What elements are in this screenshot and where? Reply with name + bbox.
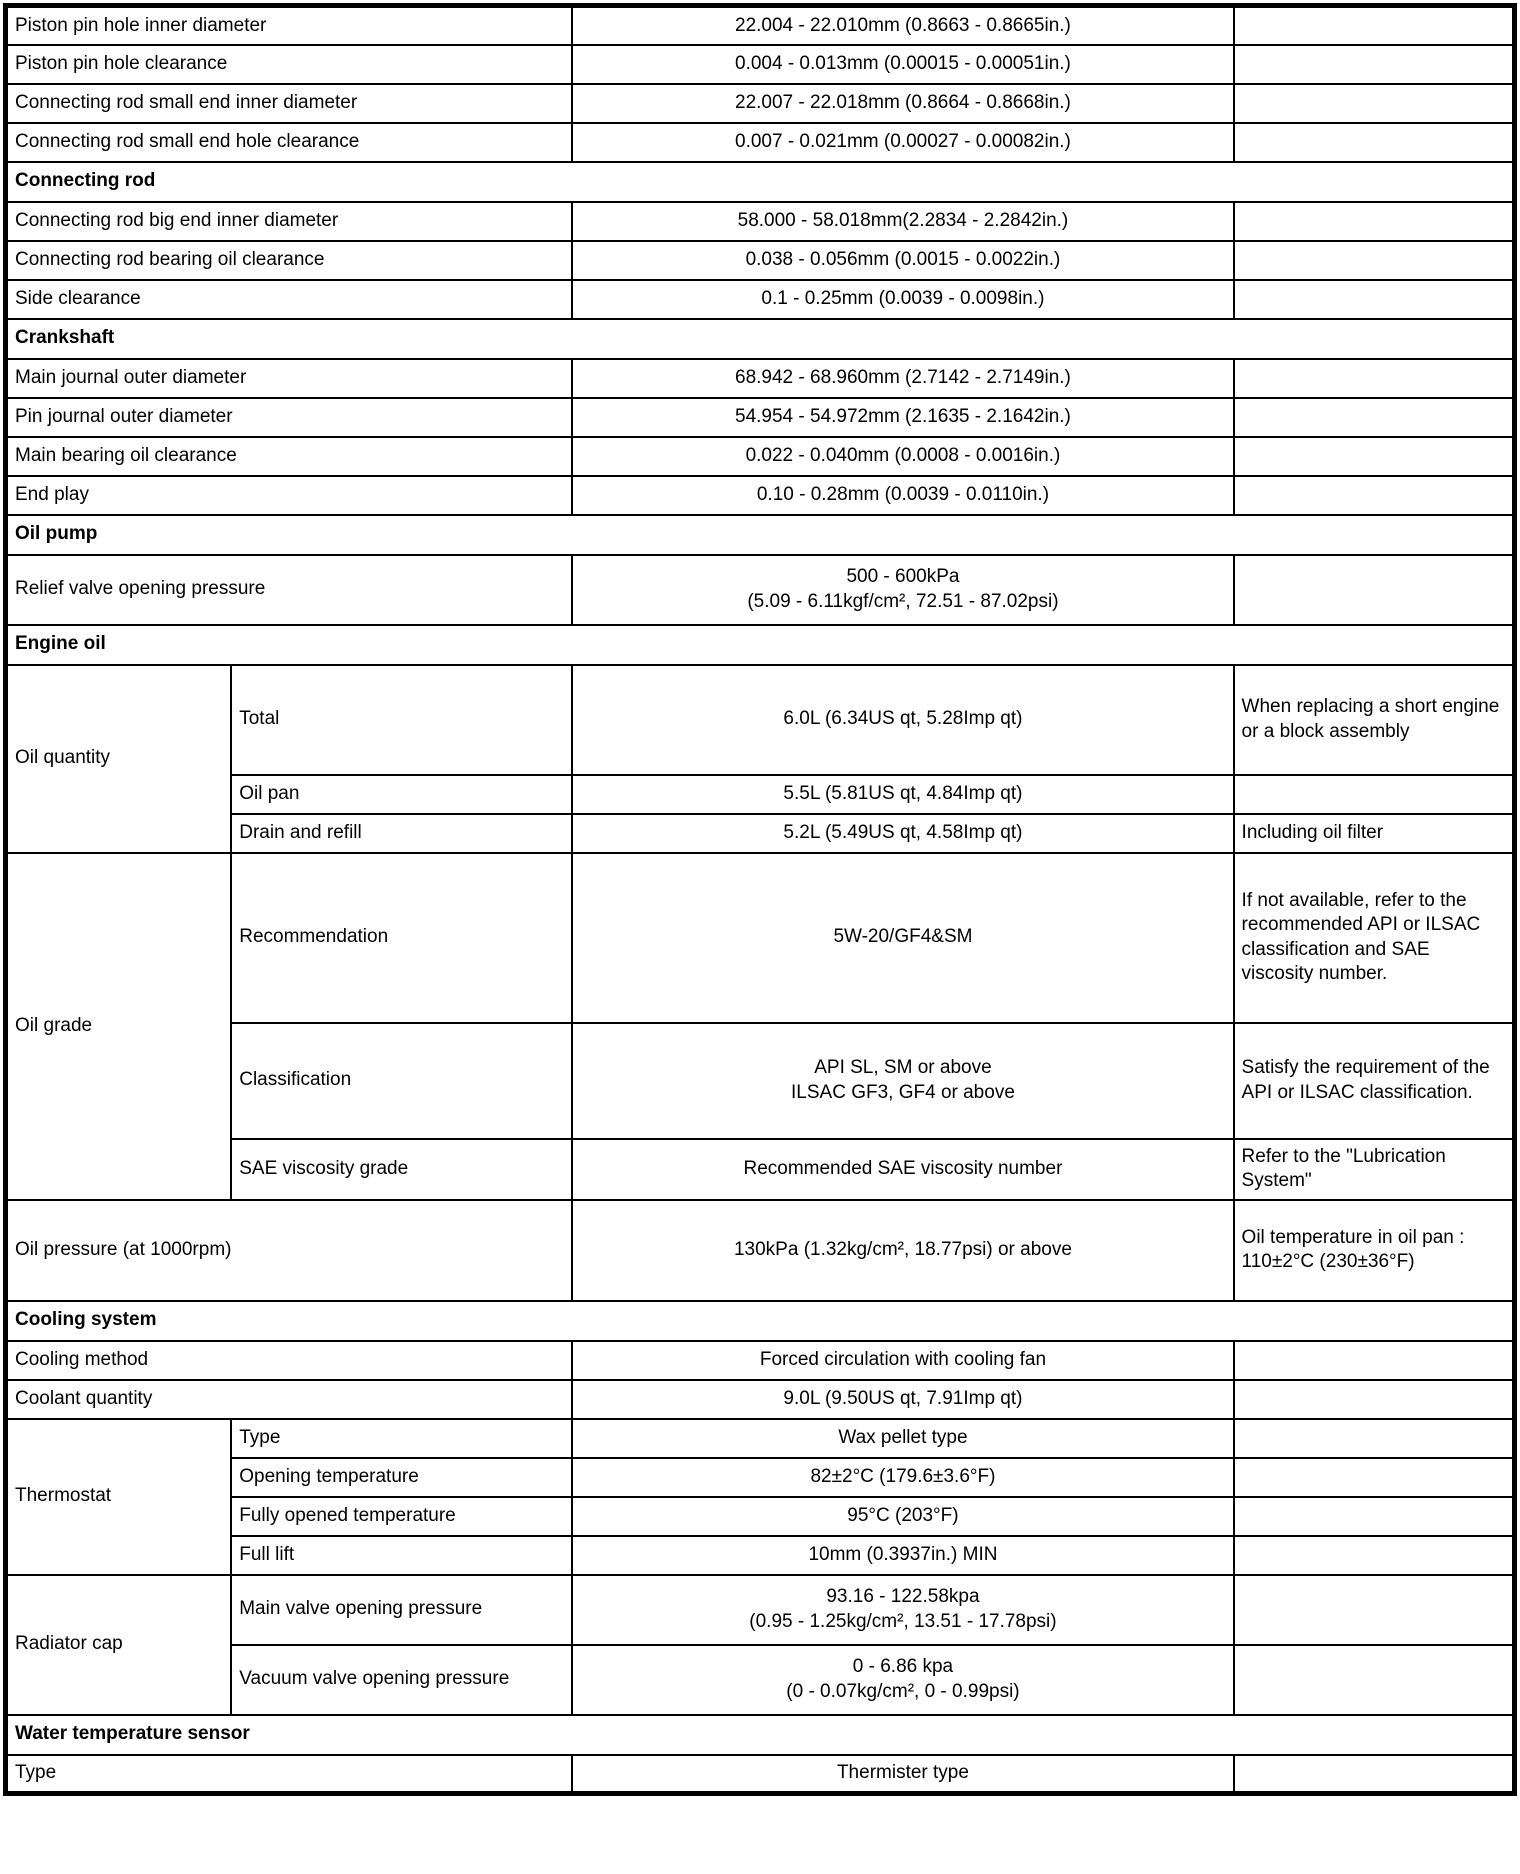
spec-value-line: 9.0L (9.50US qt, 7.91Imp qt) xyxy=(783,1387,1023,1409)
spec-note xyxy=(1234,1536,1515,1575)
spec-value-line: 58.000 - 58.018mm(2.2834 - 2.2842in.) xyxy=(737,209,1069,231)
spec-note xyxy=(1234,1419,1515,1458)
spec-note xyxy=(1234,1458,1515,1497)
spec-value xyxy=(572,84,1233,123)
spec-note xyxy=(1234,555,1515,625)
spec-label: Relief valve opening pressure xyxy=(6,555,573,625)
row-relief-valve-opening-pressure xyxy=(6,555,1515,625)
spec-note xyxy=(1234,45,1515,84)
spec-note xyxy=(1234,398,1515,437)
spec-note xyxy=(1234,84,1515,123)
spec-value xyxy=(572,665,1233,775)
spec-value-line: 22.004 - 22.010mm (0.8663 - 0.8665in.) xyxy=(735,14,1071,36)
spec-sublabel: Full lift xyxy=(231,1536,572,1575)
row-connecting-rod-big-end-inner-diameter xyxy=(6,202,1515,241)
section-water-temperature-sensor xyxy=(6,1715,1515,1755)
spec-note xyxy=(1234,437,1515,476)
spec-value-line: 95°C (203°F) xyxy=(847,1504,959,1526)
spec-value-line: 0.007 - 0.021mm (0.00027 - 0.00082in.) xyxy=(735,130,1071,152)
spec-note: If not available, refer to the recommended API or ILSAC classification and SAE viscosity number. xyxy=(1234,853,1515,1023)
spec-value xyxy=(572,1139,1233,1200)
spec-label: Coolant quantity xyxy=(6,1380,573,1419)
spec-note xyxy=(1234,1380,1515,1419)
spec-group-label: Radiator cap xyxy=(6,1575,232,1715)
spec-sublabel: Vacuum valve opening pressure xyxy=(231,1645,572,1715)
spec-value-line: 82±2°C (179.6±3.6°F) xyxy=(810,1465,996,1487)
spec-note xyxy=(1234,1341,1515,1380)
spec-label: Main bearing oil clearance xyxy=(6,437,573,476)
row-thermostat-fully-opened-temperature xyxy=(6,1497,1515,1536)
spec-label: End play xyxy=(6,476,573,515)
section-connecting-rod xyxy=(6,162,1515,202)
spec-label: Side clearance xyxy=(6,280,573,319)
spec-value xyxy=(572,1341,1233,1380)
spec-value-line: 0.004 - 0.013mm (0.00015 - 0.00051in.) xyxy=(735,52,1071,74)
spec-label: Piston pin hole inner diameter xyxy=(6,6,573,45)
spec-note xyxy=(1234,1645,1515,1715)
row-end-play xyxy=(6,476,1515,515)
spec-value xyxy=(572,1755,1233,1794)
spec-value-line: 5.5L (5.81US qt, 4.84Imp qt) xyxy=(783,782,1023,804)
spec-value xyxy=(572,853,1233,1023)
spec-note xyxy=(1234,280,1515,319)
spec-group-label: Oil quantity xyxy=(6,665,232,853)
spec-group-label: Oil grade xyxy=(6,853,232,1200)
spec-value xyxy=(572,280,1233,319)
spec-value-line: 0 - 6.86 kpa xyxy=(852,1656,954,1678)
spec-label: Pin journal outer diameter xyxy=(6,398,573,437)
spec-value xyxy=(572,398,1233,437)
row-pin-journal-outer-diameter xyxy=(6,398,1515,437)
spec-label: Connecting rod small end inner diameter xyxy=(6,84,573,123)
spec-value xyxy=(572,555,1233,625)
spec-sublabel: Main valve opening pressure xyxy=(231,1575,572,1645)
spec-sublabel: Opening temperature xyxy=(231,1458,572,1497)
spec-label: Connecting rod small end hole clearance xyxy=(6,123,573,162)
spec-value-line: 93.16 - 122.58kpa xyxy=(826,1586,980,1608)
spec-value-line: ILSAC GF3, GF4 or above xyxy=(791,1081,1015,1103)
row-connecting-rod-small-end-inner-diameter xyxy=(6,84,1515,123)
spec-group-label: Thermostat xyxy=(6,1419,232,1575)
row-oil-quantity-total xyxy=(6,665,1515,775)
spec-sublabel: Drain and refill xyxy=(231,814,572,853)
spec-note xyxy=(1234,476,1515,515)
spec-note xyxy=(1234,1497,1515,1536)
section-header: Crankshaft xyxy=(6,319,1515,359)
section-cooling-system xyxy=(6,1301,1515,1341)
spec-value xyxy=(572,1200,1233,1301)
spec-note xyxy=(1234,6,1515,45)
spec-value xyxy=(572,241,1233,280)
row-thermostat-type xyxy=(6,1419,1515,1458)
spec-label: Main journal outer diameter xyxy=(6,359,573,398)
spec-value-line: 22.007 - 22.018mm (0.8664 - 0.8668in.) xyxy=(735,91,1071,113)
spec-sublabel: Oil pan xyxy=(231,775,572,814)
spec-note xyxy=(1234,241,1515,280)
spec-note: Satisfy the requirement of the API or ILSAC classification. xyxy=(1234,1023,1515,1139)
spec-note: Refer to the "Lubrication System" xyxy=(1234,1139,1515,1200)
spec-value xyxy=(572,1380,1233,1419)
row-water-temperature-sensor-type xyxy=(6,1755,1515,1794)
spec-value-line: 68.942 - 68.960mm (2.7142 - 2.7149in.) xyxy=(735,366,1071,388)
spec-value xyxy=(572,775,1233,814)
spec-value-line: (0.95 - 1.25kg/cm², 13.51 - 17.78psi) xyxy=(749,1610,1057,1632)
spec-value-line: Wax pellet type xyxy=(838,1426,968,1448)
spec-value xyxy=(572,814,1233,853)
row-main-journal-outer-diameter xyxy=(6,359,1515,398)
section-oil-pump xyxy=(6,515,1515,555)
spec-value-line: Forced circulation with cooling fan xyxy=(759,1348,1047,1370)
row-oil-quantity-drain-and-refill xyxy=(6,814,1515,853)
spec-value xyxy=(572,202,1233,241)
spec-value xyxy=(572,437,1233,476)
spec-value-line: 5.2L (5.49US qt, 4.58Imp qt) xyxy=(783,821,1023,843)
spec-sublabel: SAE viscosity grade xyxy=(231,1139,572,1200)
spec-value-line: (5.09 - 6.11kgf/cm², 72.51 - 87.02psi) xyxy=(747,590,1059,612)
spec-value-line: 0.038 - 0.056mm (0.0015 - 0.0022in.) xyxy=(745,248,1061,270)
spec-value xyxy=(572,1419,1233,1458)
row-oil-grade-recommendation xyxy=(6,853,1515,1023)
spec-value xyxy=(572,1458,1233,1497)
spec-value xyxy=(572,6,1233,45)
spec-value-line: 130kPa (1.32kg/cm², 18.77psi) or above xyxy=(733,1238,1072,1260)
spec-value-line: API SL, SM or above xyxy=(814,1057,992,1079)
spec-note: Oil temperature in oil pan : 110±2°C (230±36°F) xyxy=(1234,1200,1515,1301)
spec-label: Piston pin hole clearance xyxy=(6,45,573,84)
spec-note: When replacing a short engine or a block assembly xyxy=(1234,665,1515,775)
row-piston-pin-hole-clearance xyxy=(6,45,1515,84)
row-main-bearing-oil-clearance xyxy=(6,437,1515,476)
spec-note xyxy=(1234,1575,1515,1645)
spec-value xyxy=(572,476,1233,515)
engine-specification-table xyxy=(3,3,1517,1796)
row-radiator-cap-vacuum-valve-opening-pressure xyxy=(6,1645,1515,1715)
spec-value-line: 0.022 - 0.040mm (0.0008 - 0.0016in.) xyxy=(745,444,1061,466)
section-header: Engine oil xyxy=(6,625,1515,665)
row-thermostat-opening-temperature xyxy=(6,1458,1515,1497)
spec-note xyxy=(1234,359,1515,398)
row-coolant-quantity xyxy=(6,1380,1515,1419)
spec-sublabel: Type xyxy=(231,1419,572,1458)
spec-note xyxy=(1234,1755,1515,1794)
section-engine-oil xyxy=(6,625,1515,665)
spec-value-line: 0.1 - 0.25mm (0.0039 - 0.0098in.) xyxy=(761,287,1045,309)
spec-note xyxy=(1234,202,1515,241)
row-oil-pressure xyxy=(6,1200,1515,1301)
row-thermostat-full-lift xyxy=(6,1536,1515,1575)
spec-label: Cooling method xyxy=(6,1341,573,1380)
spec-label: Connecting rod bearing oil clearance xyxy=(6,241,573,280)
spec-value-line: 10mm (0.3937in.) MIN xyxy=(808,1543,998,1565)
spec-value xyxy=(572,45,1233,84)
spec-sublabel: Classification xyxy=(231,1023,572,1139)
spec-value xyxy=(572,1023,1233,1139)
section-header: Water temperature sensor xyxy=(6,1715,1515,1755)
spec-value-line: (0 - 0.07kg/cm², 0 - 0.99psi) xyxy=(786,1680,1020,1702)
section-header: Connecting rod xyxy=(6,162,1515,202)
spec-label: Oil pressure (at 1000rpm) xyxy=(6,1200,573,1301)
spec-value-line: 6.0L (6.34US qt, 5.28Imp qt) xyxy=(783,708,1023,730)
row-connecting-rod-small-end-hole-clearance xyxy=(6,123,1515,162)
row-oil-grade-classification xyxy=(6,1023,1515,1139)
spec-label: Type xyxy=(6,1755,573,1794)
spec-value-line: 0.10 - 0.28mm (0.0039 - 0.0110in.) xyxy=(756,483,1050,505)
spec-value xyxy=(572,1536,1233,1575)
spec-note xyxy=(1234,123,1515,162)
spec-note xyxy=(1234,775,1515,814)
spec-sublabel: Fully opened temperature xyxy=(231,1497,572,1536)
row-radiator-cap-main-valve-opening-pressure xyxy=(6,1575,1515,1645)
spec-value-line: 500 - 600kPa xyxy=(846,566,960,588)
spec-value xyxy=(572,1575,1233,1645)
spec-label: Connecting rod big end inner diameter xyxy=(6,202,573,241)
row-side-clearance xyxy=(6,280,1515,319)
spec-note: Including oil filter xyxy=(1234,814,1515,853)
spec-value-line: Recommended SAE viscosity number xyxy=(743,1157,1063,1179)
spec-value-line: 5W-20/GF4&SM xyxy=(833,926,973,948)
row-cooling-method xyxy=(6,1341,1515,1380)
row-oil-grade-sae-viscosity-grade xyxy=(6,1139,1515,1200)
row-piston-pin-hole-inner-diameter xyxy=(6,6,1515,45)
row-connecting-rod-bearing-oil-clearance xyxy=(6,241,1515,280)
section-crankshaft xyxy=(6,319,1515,359)
section-header: Cooling system xyxy=(6,1301,1515,1341)
spec-value xyxy=(572,359,1233,398)
spec-value xyxy=(572,1645,1233,1715)
spec-value-line: 54.954 - 54.972mm (2.1635 - 2.1642in.) xyxy=(735,405,1071,427)
row-oil-quantity-oil-pan xyxy=(6,775,1515,814)
spec-sublabel: Total xyxy=(231,665,572,775)
spec-sublabel: Recommendation xyxy=(231,853,572,1023)
spec-value xyxy=(572,1497,1233,1536)
spec-value xyxy=(572,123,1233,162)
section-header: Oil pump xyxy=(6,515,1515,555)
spec-value-line: Thermister type xyxy=(836,1762,969,1784)
